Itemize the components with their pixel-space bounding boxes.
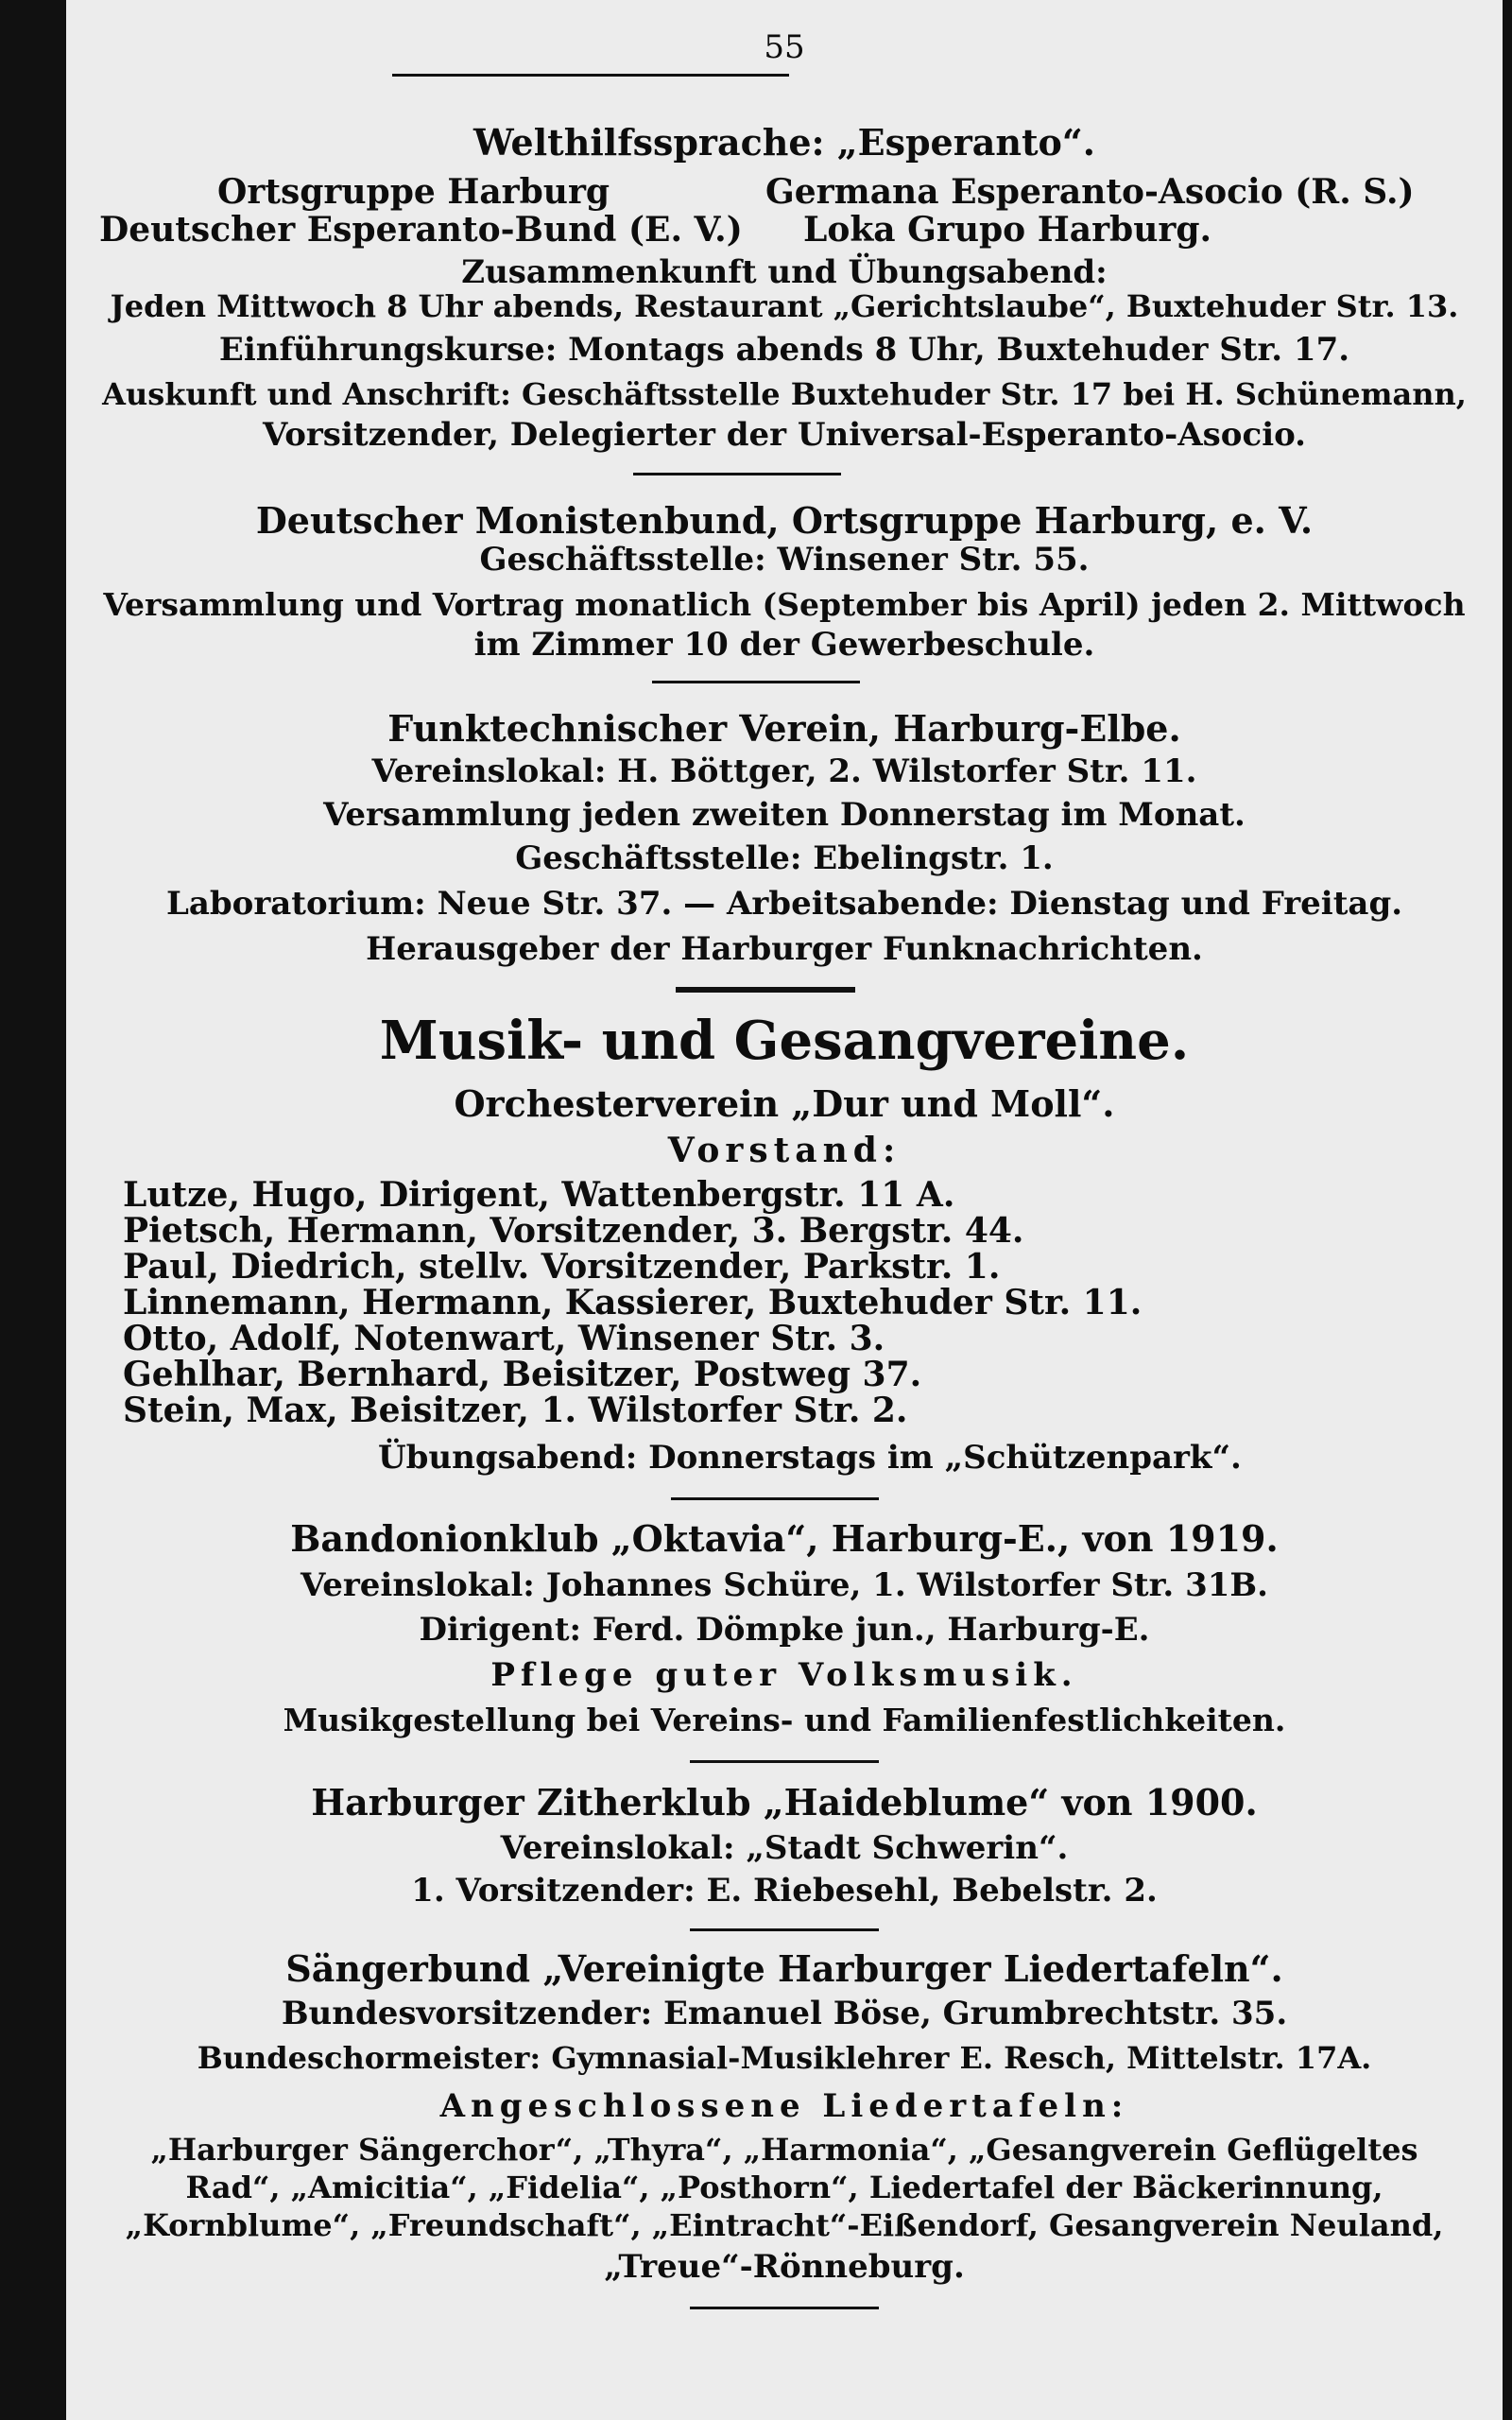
divider-2: [652, 681, 860, 683]
funk-line4: Laboratorium: Neue Str. 37. — Arbeitsabende: Dienstag und Freitag.: [165, 885, 1403, 923]
funk-line5: Herausgeber der Harburger Funknachrichten.: [366, 930, 1203, 968]
member-item: Linnemann, Hermann, Kassierer, Buxtehuder Str. 11.: [123, 1283, 1143, 1322]
saengerbund-line4: „Harburger Sängerchor“, „Thyra“, „Harmonia“, „Gesangverein Geflügeltes: [150, 2132, 1418, 2168]
saengerbund-line5: Rad“, „Amicitia“, „Fidelia“, „Posthorn“, Liedertafel der Bäckerinnung,: [185, 2169, 1383, 2205]
member-list: [123, 1177, 1142, 1428]
member-item: Gehlhar, Bernhard, Beisitzer, Postweg 37.: [123, 1355, 922, 1394]
member-item: Otto, Adolf, Notenwart, Winsener Str. 3.: [123, 1319, 885, 1358]
bandonion-line1: Vereinslokal: Johannes Schüre, 1. Wilstorfer Str. 31B.: [301, 1566, 1268, 1604]
monisten-line3: im Zimmer 10 der Gewerbeschule.: [473, 626, 1095, 664]
document-page: [66, 0, 1503, 2420]
monisten-line2: Versammlung und Vortrag monatlich (September bis April) jeden 2. Mittwoch: [103, 586, 1466, 623]
bandonion-title: Bandonionklub „Oktavia“, Harburg-E., von 1919.: [290, 1517, 1279, 1560]
member-item: Paul, Diedrich, stellv. Vorsitzender, Parkstr. 1.: [123, 1247, 1001, 1287]
page-number: 55: [764, 28, 805, 66]
uebungsabend-text: Übungsabend: Donnerstags im „Schützenpark“.: [378, 1439, 1242, 1477]
saengerbund-line2: Bundeschormeister: Gymnasial-Musiklehrer E. Resch, Mittelstr. 17A.: [197, 2040, 1372, 2076]
vorstand-label: Vorstand:: [667, 1131, 902, 1170]
header-rule: [392, 74, 789, 77]
zither-line1: Vereinslokal: „Stadt Schwerin“.: [500, 1829, 1069, 1867]
member-item: Lutze, Hugo, Dirigent, Wattenbergstr. 11 A.: [123, 1175, 955, 1215]
divider-6: [690, 1928, 879, 1931]
bandonion-line4: Musikgestellung bei Vereins- und Familienfestlichkeiten.: [283, 1702, 1286, 1738]
saengerbund-line3: Angeschlossene Liedertafeln:: [439, 2087, 1129, 2125]
esperanto-row2-right: Loka Grupo Harburg.: [803, 210, 1212, 250]
esperanto-row2-left: Deutscher Esperanto-Bund (E. V.): [99, 210, 743, 250]
music-heading: Musik- und Gesangvereine.: [379, 1010, 1190, 1072]
funk-line3: Geschäftsstelle: Ebelingstr. 1.: [515, 839, 1054, 877]
esperanto-title: Welthilfssprache: „Esperanto“.: [472, 121, 1095, 164]
divider-4: [671, 1497, 879, 1500]
monisten-title: Deutscher Monistenbund, Ortsgruppe Harburg, e. V.: [255, 499, 1314, 542]
orchester-title: Orchesterverein „Dur und Moll“.: [454, 1082, 1115, 1125]
esperanto-line3: Zusammenkunft und Übungsabend:: [461, 253, 1108, 291]
esperanto-line7: Vorsitzender, Delegierter der Universal-Esperanto-Asocio.: [262, 416, 1307, 454]
esperanto-row1-right: Germana Esperanto-Asocio (R. S.): [765, 172, 1415, 212]
member-item: Stein, Max, Beisitzer, 1. Wilstorfer Str. 2.: [123, 1391, 908, 1430]
esperanto-line4: Jeden Mittwoch 8 Uhr abends, Restaurant „Gerichtslaube“, Buxtehuder Str. 13.: [110, 288, 1459, 324]
esperanto-row1-left: Ortsgruppe Harburg: [217, 172, 610, 212]
funk-line1: Vereinslokal: H. Böttger, 2. Wilstorfer Str. 11.: [371, 752, 1197, 790]
bandonion-line2: Dirigent: Ferd. Dömpke jun., Harburg-E.: [419, 1611, 1150, 1649]
saengerbund-line1: Bundesvorsitzender: Emanuel Böse, Grumbrechtstr. 35.: [281, 1995, 1288, 2032]
saengerbund-title: Sängerbund „Vereinigte Harburger Liedertafeln“.: [285, 1947, 1283, 1990]
divider-3-heavy: [676, 987, 855, 993]
funk-title: Funktechnischer Verein, Harburg-Elbe.: [387, 707, 1181, 750]
divider-5: [690, 1760, 879, 1763]
funk-line2: Versammlung jeden zweiten Donnerstag im Monat.: [323, 796, 1246, 834]
monisten-line1: Geschäftsstelle: Winsener Str. 55.: [479, 541, 1090, 579]
bandonion-line3: Pflege guter Volksmusik.: [490, 1656, 1078, 1694]
esperanto-line6: Auskunft und Anschrift: Geschäftsstelle Buxtehuder Str. 17 bei H. Schünemann,: [102, 376, 1467, 412]
divider-7: [690, 2307, 879, 2309]
divider-1: [633, 473, 841, 475]
member-item: Pietsch, Hermann, Vorsitzender, 3. Bergstr. 44.: [123, 1211, 1024, 1251]
esperanto-line5: Einführungskurse: Montags abends 8 Uhr, Buxtehuder Str. 17.: [218, 331, 1350, 369]
zither-title: Harburger Zitherklub „Haideblume“ von 1900.: [311, 1781, 1258, 1824]
saengerbund-line6: „Kornblume“, „Freundschaft“, „Eintracht“-Eißendorf, Gesangverein Neuland,: [125, 2207, 1444, 2243]
saengerbund-line7: „Treue“-Rönneburg.: [604, 2248, 965, 2286]
zither-line2: 1. Vorsitzender: E. Riebesehl, Bebelstr. 2.: [411, 1872, 1158, 1910]
